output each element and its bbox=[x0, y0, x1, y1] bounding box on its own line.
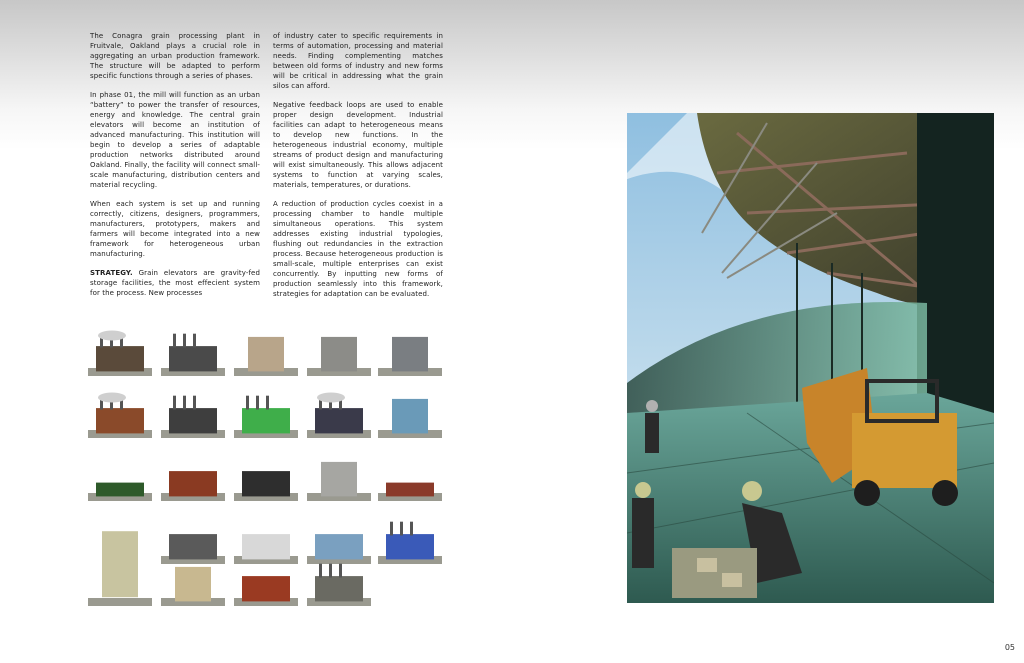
thumbnail-old-mill bbox=[161, 518, 225, 564]
thumbnail-blue-plant bbox=[378, 518, 442, 564]
strategy-heading: STRATEGY. bbox=[90, 269, 133, 277]
thumbnail-silo-gray bbox=[307, 455, 371, 501]
thumbnail-white-building bbox=[234, 518, 298, 564]
paragraph-feedback: Negative feedback loops are used to enable proper design development. Industrial facilities can adapt to heterogeneous means to develop new functions. In the heterogeneous industrial economy, multiple streams of product design and manufacturing will exist simultaneously. This allows adjacent systems to function at varying scales, materials, temperatures, or durations. bbox=[273, 101, 443, 189]
thumbnail-factory-stacks bbox=[161, 330, 225, 376]
thumbnail-brick-building bbox=[161, 455, 225, 501]
rendering-image bbox=[627, 113, 994, 603]
thumbnail-silo-beige bbox=[161, 560, 225, 606]
paragraph-phase-01: In phase 01, the mill will function as an urban “battery” to power the transfer of resources, energy and knowledge. The central grain elevators will become an institution of advanced manufacturing. This institution will begin to develop a series of adaptable production networks distributed around Oakland. Finally, the facility will connect small-scale manufacturing, distribution centers and material recycling. bbox=[90, 91, 260, 189]
thumbnail-green-plant bbox=[234, 392, 298, 438]
thumbnail-factory-smoke bbox=[88, 330, 152, 376]
thumbnail-low-building bbox=[378, 455, 442, 501]
thumbnail-silo-beige bbox=[234, 330, 298, 376]
text-column-left bbox=[90, 31, 260, 307]
paragraph-intro: The Conagra grain processing plant in Fruitvale, Oakland plays a crucial role in aggregating an urban production framework. The structure will be adapted to perform specific functions through a series of phases. bbox=[90, 32, 260, 80]
paragraph-industry: of industry cater to specific requirements in terms of automation, processing and material needs. Finding complementing matches between old forms of industry and new forms will be critical in addressing what the grain silos can afford. bbox=[273, 32, 443, 90]
thumbnail-green-field bbox=[88, 455, 152, 501]
page-number: 05 bbox=[1004, 643, 1015, 652]
thumbnail-silo-blue bbox=[378, 392, 442, 438]
strategy-text: Grain elevators are gravity-fed storage facilities, the most effecient system for the process. New processes bbox=[90, 269, 260, 297]
thumbnail-dark-building bbox=[234, 455, 298, 501]
paragraph-integration: When each system is set up and running correctly, citizens, designers, programmers, manufacturers, prototypers, makers and farmers will become integrated into a new framework for heterogeneous urban manufacturing. bbox=[90, 200, 260, 258]
workbench-blocks bbox=[672, 548, 757, 598]
paragraph-production-cycles: A reduction of production cycles coexist in a processing chamber to handle multiple simultaneous operations. This system addresses existing industrial typologies, flushing out redundancies in the extraction process. Because heterogeneous production is small-scale, multiple enterprises can exist concurrently. By inputting new forms of production seamlessly into this framework, strategies for adaptation can be evaluated. bbox=[273, 200, 443, 298]
processing-chamber-rendering bbox=[627, 113, 994, 603]
thumbnail-red-barn bbox=[234, 560, 298, 606]
paragraph-strategy bbox=[90, 268, 260, 298]
thumbnail-silo-gray bbox=[307, 330, 371, 376]
thumbnail-silo-block bbox=[378, 330, 442, 376]
thumbnail-tall-elevator bbox=[88, 518, 152, 606]
industrial-photo-grid bbox=[88, 330, 448, 605]
thumbnail-city-mix bbox=[307, 518, 371, 564]
text-column-right bbox=[273, 31, 443, 308]
thumbnail-factory-stacks bbox=[161, 392, 225, 438]
thumbnail-factory-stacks bbox=[307, 560, 371, 606]
thumbnail-factory-smoke bbox=[88, 392, 152, 438]
thumbnail-factory-smoke bbox=[307, 392, 371, 438]
